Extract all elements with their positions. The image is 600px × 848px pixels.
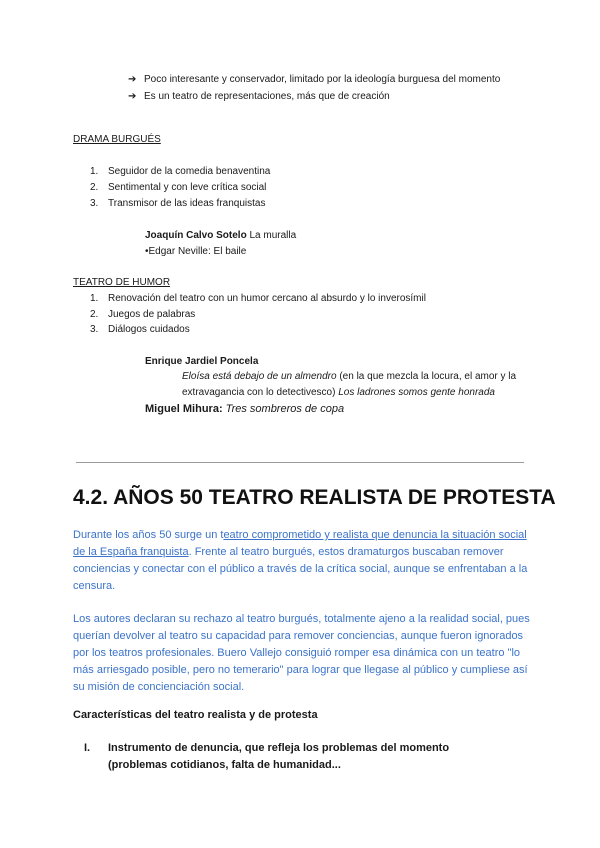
arrow-right-icon: ➔ (128, 91, 137, 102)
list-item: Transmisor de las ideas franquistas (108, 198, 266, 209)
arrow-right-icon: ➔ (128, 74, 137, 85)
list-item: Instrumento de denuncia, que refleja los problemas del momento (problemas cotidianos, falta de humanidad... (108, 742, 450, 771)
author-work-line (182, 385, 495, 400)
paragraph-1: Durante los años 50 surge un teatro comprometido y realista que denuncia la situación social de la España franquista. Frente al teatro burgués, estos dramaturgos buscaban remover conciencias y conectar con el público a través de la crítica social, aunque se enfrentaban a la censura. (73, 529, 528, 592)
list-number: 3. (90, 324, 99, 335)
work-note: (en la que mezcla la locura, el amor y la (336, 371, 517, 382)
horizontal-divider (76, 462, 524, 463)
highlighted-link-text[interactable]: eatro comprometido y realista que denuncia la situación social de la España franquista (73, 529, 527, 558)
list-number: 2. (90, 309, 99, 320)
list-number: 2. (90, 182, 99, 193)
author-line (145, 228, 296, 243)
author-line: •Edgar Neville: El baile (145, 246, 247, 257)
drama-burgues-title: DRAMA BURGUÉS (73, 134, 161, 145)
author-work-line (182, 369, 516, 384)
teatro-humor-title: TEATRO DE HUMOR (73, 277, 171, 288)
list-item: Juegos de palabras (108, 309, 196, 320)
list-number: 1. (90, 293, 99, 304)
list-number: 3. (90, 198, 99, 209)
work-title: Eloísa está debajo de un almendro (182, 371, 337, 382)
work-title: Tres sombreros de copa (225, 403, 345, 415)
author-name: Joaquín Calvo Sotelo (145, 230, 247, 241)
characteristics-subheading: Características del teatro realista y de protesta (73, 709, 318, 721)
author-work: La muralla (249, 230, 297, 241)
list-item: Renovación del teatro con un humor cercano al absurdo y lo inverosímil (108, 293, 426, 304)
author-name: Enrique Jardiel Poncela (145, 356, 259, 367)
work-note: extravagancia con lo detectivesco) (182, 387, 339, 398)
list-item: Sentimental y con leve crítica social (108, 182, 267, 193)
list-number: 1. (90, 166, 99, 177)
list-number: I. (84, 742, 91, 754)
list-item: Seguidor de la comedia benaventina (108, 166, 271, 177)
arrow-list-item: ➔ Poco interesante y conservador, limitado por la ideología burguesa del momento (128, 74, 501, 85)
work-title: Los ladrones somos gente honrada (338, 387, 495, 398)
paragraph-2: Los autores declaran su rechazo al teatro burgués, totalmente ajeno a la realidad social, pues querían devolver al teatro su capacidad para remover conciencias, aunque fueron ignorados por los teatros profesionales. Buero Vallejo consiguió romper esa dinámica con un teatro "lo más arriesgado posible, pero no temerario" para lograr que llegase al público y cumpliese así su misión de concienciación social. (73, 613, 530, 693)
list-item: Diálogos cuidados (108, 324, 190, 335)
author-line (145, 401, 344, 417)
section-heading: 4.2. AÑOS 50 TEATRO REALISTA DE PROTESTA (73, 486, 556, 509)
author-name: Miguel Mihura: (145, 403, 223, 415)
arrow-list-item: ➔ Es un teatro de representaciones, más que de creación (128, 91, 390, 102)
